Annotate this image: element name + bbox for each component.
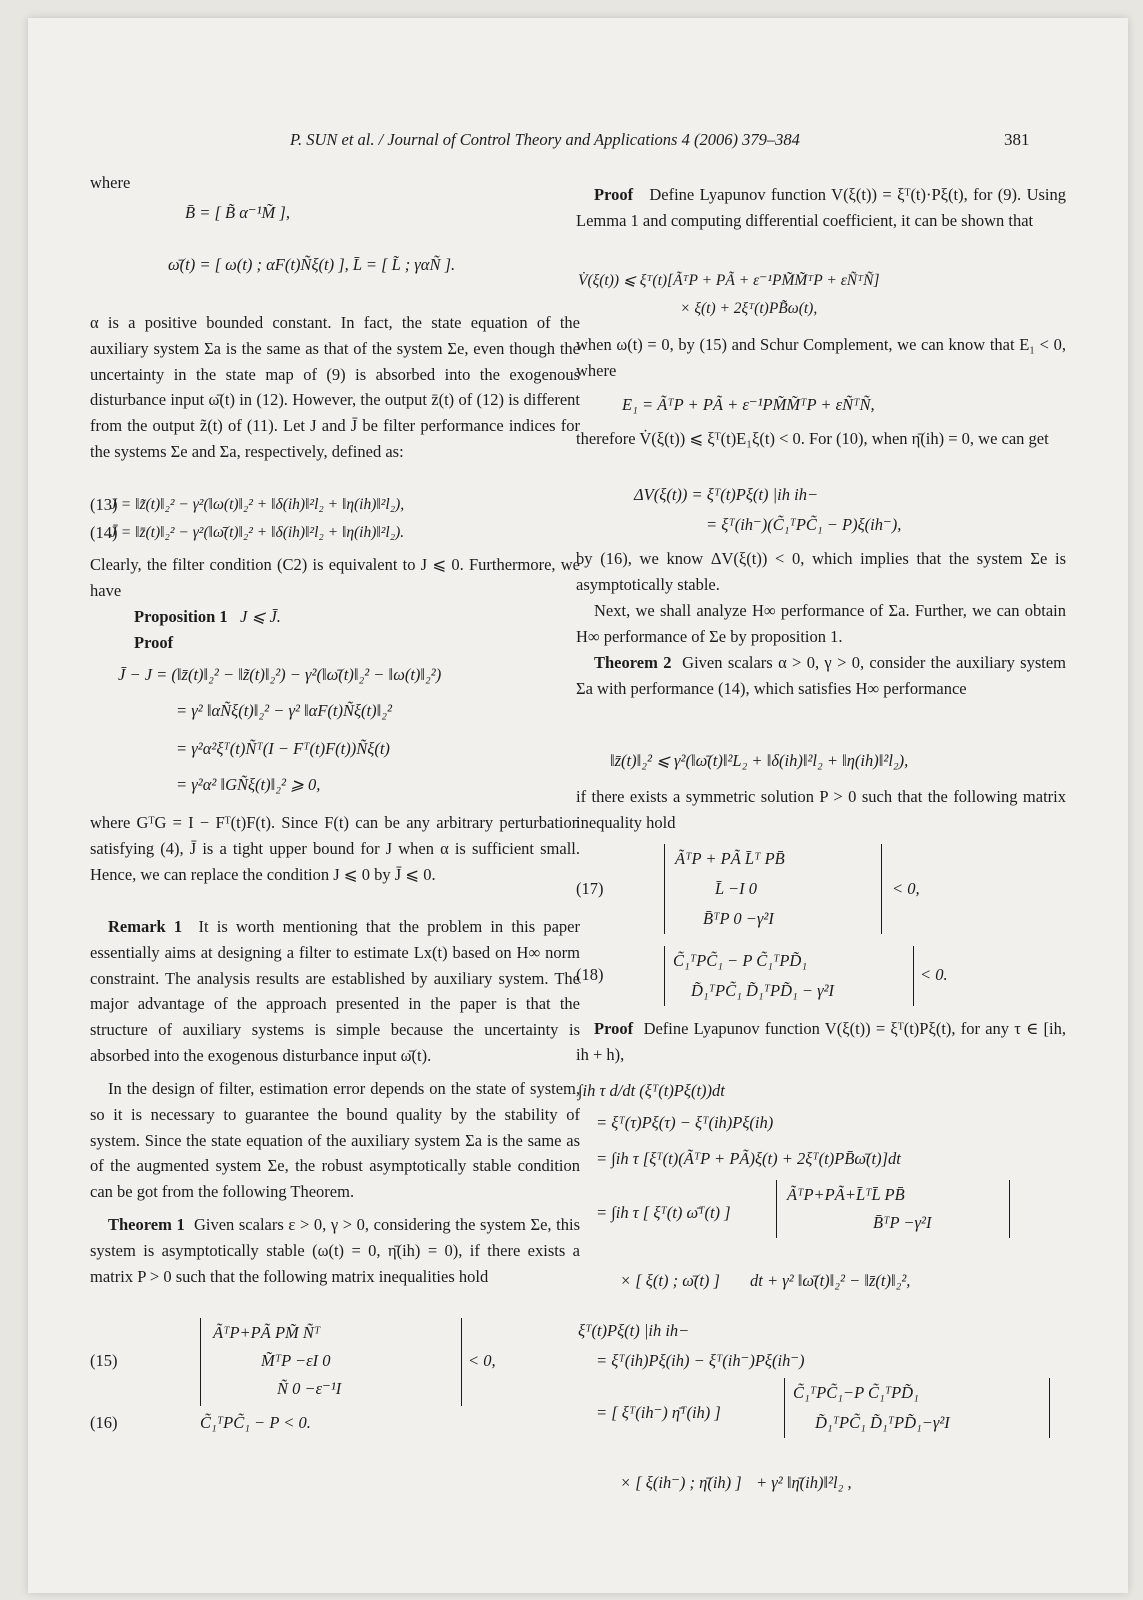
paragraph-filter-design: In the design of filter, estimation error depends on the state of system, so it is necessary to guarantee the bound quality by the stability of system. Since the state equation of the auxiliary system Σa is the same as of the augmented system Σe, the robust asymptotically stable condition can be got from the following Theorem. <box>90 1079 580 1202</box>
where-label: where <box>90 173 131 192</box>
theorem-1-text: Given scalars ε > 0, γ > 0, considering the system Σe, this system is asymptotically stable (ω(t) = 0, η̄(ih) = 0), if there exists a matrix P > 0 such that the following matrix inequalities hold <box>90 1215 580 1286</box>
paragraph-schur: when ω(t) = 0, by (15) and Schur Complement, we can know that E₁ < 0, where <box>576 335 1066 380</box>
jump-matrix-row-1: C̃₁ᵀPC̃₁−P C̃₁ᵀPD̃₁ <box>793 1383 919 1402</box>
matrix-17-row-1: ÃᵀP + PÃ L̄ᵀ PB̄ <box>675 849 785 868</box>
proof-1-text: Define Lyapunov function V(ξ(t)) = ξᵀ(t)·Pξ(t), for (9). Using Lemma 1 and computing differential coefficient, it can be shown that <box>576 185 1066 230</box>
proof-theorem-1 <box>576 182 1066 234</box>
remark-1 <box>90 914 580 1069</box>
theorem-2-label: Theorem 2 <box>594 653 672 672</box>
matrix-18-row-1: C̃₁ᵀPC̃₁ − P C̃₁ᵀPD̃₁ <box>673 951 808 970</box>
jump-line-4-right: + γ² ‖η̄(ih)‖²l₂ , <box>756 1473 852 1492</box>
proposition-label: Proposition 1 <box>134 607 228 626</box>
integral-matrix <box>776 1180 1010 1238</box>
vdot-line-2: × ξ(t) + 2ξᵀ(t)PB̃ω(t), <box>680 300 818 317</box>
paragraph-therefore: therefore V̇(ξ(t)) ⩽ ξᵀ(t)E₁ξ(t) < 0. For (10), when η̄(ih) = 0, we can get <box>576 429 1049 448</box>
proposition-text: J ⩽ J̄. <box>240 607 281 626</box>
jump-matrix-row-2: D̃₁ᵀPC̃₁ D̃₁ᵀPD̃₁−γ²I <box>815 1413 950 1432</box>
matrix-17-row-3: B̄ᵀP 0 −γ²I <box>703 909 774 928</box>
equation-e1: E₁ = ÃᵀP + PÃ + ε⁻¹PM̃M̃ᵀP + εÑᵀÑ, <box>622 395 875 414</box>
matrix-18-row-2: D̃₁ᵀPC̃₁ D̃₁ᵀPD̃₁ − γ²I <box>691 981 835 1000</box>
running-head: P. SUN et al. / Journal of Control Theory and Applications 4 (2006) 379–384 <box>290 130 800 149</box>
remark-label: Remark 1 <box>108 917 183 936</box>
integral-line-2: = ξᵀ(τ)Pξ(τ) − ξᵀ(ih)Pξ(ih) <box>596 1113 774 1132</box>
equation-17-number: (17) <box>576 879 604 898</box>
proof-label: Proof <box>134 633 174 652</box>
proof-2-text: Define Lyapunov function V(ξ(t)) = ξᵀ(t)Pξ(t), for any τ ∈ [ih, ih + h), <box>576 1019 1066 1064</box>
proof-theorem-2 <box>576 1016 1066 1068</box>
page-header <box>28 130 1128 154</box>
equation-14-number: (14) <box>90 523 118 542</box>
proof-line-1: J̄ − J = (‖z̄(t)‖₂² − ‖z̃(t)‖₂²) − γ²(‖ω̄(t)‖₂² − ‖ω(t)‖₂²) <box>118 665 442 684</box>
remark-text: It is worth mentioning that the problem in this paper essentially aims at designing a filter to estimate Lx(t) based on H∞ norm constraint. The analysis results are established by auxiliary system. The major advantage of the approach presented in the paper is that the structure of auxiliary systems is simple because the uncertainty is absorbed into the exogenous disturbance input ω̄(t). <box>90 917 580 1065</box>
integral-line-5-left: × [ ξ(t) ; ω̄(t) ] <box>620 1271 720 1290</box>
paragraph-tight-bound: where GᵀG = I − Fᵀ(t)F(t). Since F(t) can be any arbitrary perturbation satisfying (4), J̄ is a tight upper bound for J when α is sufficient small. Hence, we can replace the condition J ⩽ 0 by J̄ ⩽ 0. <box>90 813 580 884</box>
delta-v-line-1: ΔV(ξ(t)) = ξᵀ(t)Pξ(t) |ih ih− <box>634 485 819 504</box>
integral-line-4-left: = ∫ih τ [ ξᵀ(t) ω̄ᵀ(t) ] <box>596 1203 731 1222</box>
proposition-1 <box>134 604 624 630</box>
equation-18-number: (18) <box>576 965 604 984</box>
equation-b-bar: B̄ = [ B̃ α⁻¹M̃ ], <box>185 203 290 222</box>
theorem-2-text: Given scalars α > 0, γ > 0, consider the auxiliary system Σa with performance (14), which satisfies H∞ performance <box>576 653 1067 698</box>
paragraph-next: Next, we shall analyze H∞ performance of Σa. Further, we can obtain H∞ performance of Σe by proposition 1. <box>576 601 1066 646</box>
paragraph-if-exists: if there exists a symmetric solution P > 0 such that the following matrix inequality hold <box>576 787 1066 832</box>
proof-line-3: = γ²α²ξᵀ(t)Ñᵀ(I − Fᵀ(t)F(t))Ñξ(t) <box>176 739 390 758</box>
matrix-15-relation: < 0, <box>468 1351 496 1370</box>
equation-omega-bar: ω̄(t) = [ ω(t) ; αF(t)Ñξ(t) ], L̄ = [ L̃ ; γαÑ ]. <box>168 255 456 274</box>
jump-line-3-left: = [ ξᵀ(ih⁻) η̄ᵀ(ih) ] <box>596 1403 721 1422</box>
hinf-performance: ‖z̄(t)‖₂² ⩽ γ²(‖ω̄(t)‖²L₂ + ‖δ(ih)‖²l₂ + ‖η(ih)‖²l₂), <box>610 751 909 770</box>
equation-14-body: J̄ = ‖z̄(t)‖₂² − γ²(‖ω̄(t)‖₂² + ‖δ(ih)‖²l₂ + ‖η(ih)‖²l₂). <box>110 524 405 541</box>
delta-v-line-2: = ξᵀ(ih⁻)(C̃₁ᵀPC̃₁ − P)ξ(ih⁻), <box>706 515 902 534</box>
matrix-15-row-2: M̃ᵀP −εI 0 <box>261 1351 331 1370</box>
paragraph-auxiliary-system: α is a positive bounded constant. In fact, the state equation of the auxiliary system Σa is the same as that of the system Σe, even though the uncertainty in the state map of (9) is absorbed into the exogenous disturbance input ω̄(t) in (12). However, the output z̄(t) of (12) is different from the output z̃(t) of (11). Let J and J̄ be filter performance indices for the systems Σe and Σa, respectively, defined as: <box>90 313 580 461</box>
theorem-1 <box>90 1212 580 1289</box>
matrix-15-row-3: Ñ 0 −ε⁻¹I <box>277 1379 342 1398</box>
matrix-18-relation: < 0. <box>920 965 948 984</box>
equation-15-number: (15) <box>90 1351 118 1370</box>
proof-line-2: = γ² ‖αÑξ(t)‖₂² − γ² ‖αF(t)Ñξ(t)‖₂² <box>176 701 392 720</box>
paragraph-filter-condition: Clearly, the filter condition (C2) is equivalent to J ⩽ 0. Furthermore, we have <box>90 555 580 600</box>
jump-line-2: = ξᵀ(ih)Pξ(ih) − ξᵀ(ih⁻)Pξ(ih⁻) <box>596 1351 805 1370</box>
equation-16: C̃₁ᵀPC̃₁ − P < 0. <box>200 1413 311 1432</box>
jump-line-1: ξᵀ(t)Pξ(t) |ih ih− <box>578 1321 690 1340</box>
integral-matrix-row-2: B̄ᵀP −γ²I <box>873 1213 932 1232</box>
equation-13-number: (13) <box>90 495 118 514</box>
page-number: 381 <box>1004 130 1030 149</box>
integral-line-1: ∫ih τ d/dt (ξᵀ(t)Pξ(t))dt <box>578 1081 725 1100</box>
jump-line-4-left: × [ ξ(ih⁻) ; η̄(ih) ] <box>620 1473 742 1492</box>
integral-line-5-right: dt + γ² ‖ω̄(t)‖₂² − ‖z̄(t)‖₂², <box>750 1271 911 1290</box>
paragraph-by-16: by (16), we know ΔV(ξ(t)) < 0, which implies that the system Σe is asymptotically stable. <box>576 549 1066 594</box>
proof-2-label: Proof <box>594 1019 634 1038</box>
proof-1-label: Proof <box>594 185 634 204</box>
equation-16-number: (16) <box>90 1413 118 1432</box>
matrix-17-row-2: L̄ −I 0 <box>715 879 758 898</box>
integral-line-3: = ∫ih τ [ξᵀ(t)(ÃᵀP + PÃ)ξ(t) + 2ξᵀ(t)PB̄ω̄(t)]dt <box>596 1149 901 1168</box>
proof-line-4: = γ²α² ‖GÑξ(t)‖₂² ⩾ 0, <box>176 775 321 794</box>
vdot-line-1: V̇(ξ(t)) ⩽ ξᵀ(t)[ÃᵀP + PÃ + ε⁻¹PM̃M̃ᵀP + εÑᵀÑ] <box>578 272 880 289</box>
equation-13-body: J = ‖z̃(t)‖₂² − γ²(‖ω(t)‖₂² + ‖δ(ih)‖²l₂ + ‖η(ih)‖²l₂), <box>110 496 405 513</box>
theorem-1-label: Theorem 1 <box>108 1215 185 1234</box>
journal-page <box>28 18 1128 1593</box>
matrix-17-relation: < 0, <box>892 879 920 898</box>
theorem-2 <box>576 650 1066 702</box>
matrix-15-row-1: ÃᵀP+PÃ PM̃ Ñᵀ <box>213 1323 321 1342</box>
jump-matrix <box>784 1378 1050 1438</box>
integral-matrix-row-1: ÃᵀP+PÃ+L̄ᵀL̄ PB̄ <box>787 1185 905 1204</box>
